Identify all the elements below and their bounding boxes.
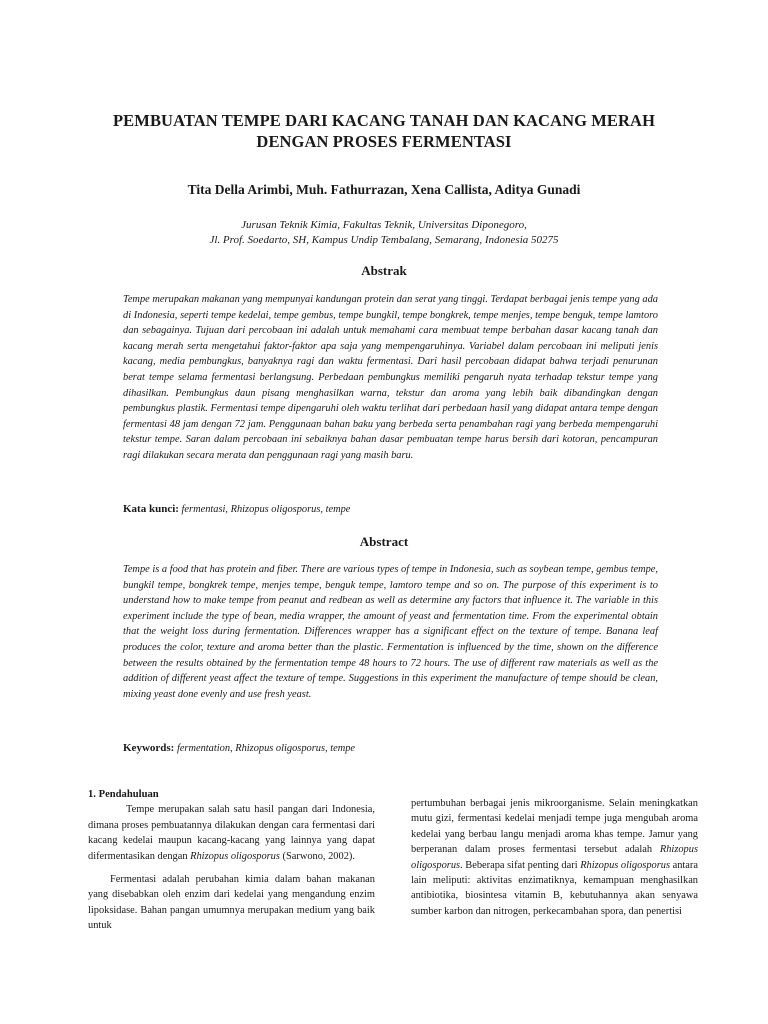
keywords bbox=[123, 742, 658, 754]
species-name: Rhizopus oligosporus bbox=[580, 859, 670, 871]
species-name: Rhizopus oligosporus bbox=[190, 850, 280, 862]
affiliation-line-2: Jl. Prof. Soedarto, SH, Kampus Undip Tembalang, Semarang, Indonesia 50275 bbox=[209, 234, 559, 246]
keywords-value: fermentation, Rhizopus oligosporus, tempe bbox=[176, 743, 356, 754]
section-title: 1. Pendahuluan bbox=[88, 789, 159, 800]
intro-r-text-c: antara lain meliputi: aktivitas enzimatiknya, kemampuan menghasilkan antibiotika, biosintesa vitamin B, kebutuhannya akan senyawa sumber karbon dan nitrogen, perkecambahan spora, dan penertisi bbox=[411, 859, 698, 917]
intro-paragraph-3 bbox=[411, 796, 698, 919]
intro-r-text-b: . Beberapa sifat penting dari bbox=[460, 859, 581, 871]
intro-paragraph-1 bbox=[88, 802, 375, 864]
kata-kunci-label: Kata kunci: bbox=[123, 503, 179, 515]
abstract-body: Tempe is a food that has protein and fiber. There are various types of tempe in Indonesia, such as soybean tempe, gembus tempe, bungkil tempe, bongkrek tempe, menjes tempe, benguk tempe, lamtoro tempe and so on. The purpose of this experiment is to understand how to make tempe from peanut and redbean as well as determine any factors that influence it. The variable in this experiment include the type of bean, media wrapper, the amount of yeast and fermentation time. From the experimental obtain that the weight loss during fermentation. Differences wrapper has a significant effect on the texture of tempe. Banana leaf produces the color, texture and aroma better than the plastic. Fermentation is influenced by the time, shown on the difference between the results obtained by the fermentation tempe 48 hours to 72 hours. The use of different raw materials as well as the addition of different yeast affect the texture of tempe. Suggestions in this experiment the manufacture of tempe should be clean, mixing yeast done evenly and use fresh yeast. bbox=[123, 564, 658, 700]
keywords-label: Keywords: bbox=[123, 742, 175, 754]
affiliation-line-1: Jurusan Teknik Kimia, Fakultas Teknik, Universitas Diponegoro, bbox=[241, 219, 527, 231]
intro-paragraph-2: Fermentasi adalah perubahan kimia dalam bahan makanan yang disebabkan oleh enzim dari kedelai yang mengandung enzim lipoksidase. Bahan pangan umumnya merupakan medium yang baik untuk bbox=[88, 874, 375, 932]
intro-p1-text-a: Tempe merupakan salah satu hasil pangan dari Indonesia, dimana proses pembuatannya dilakukan dengan cara fermentasi dari kacang kedelai maupun kacang-kacang yang lainnya yang dapat difermentasikan dengan bbox=[88, 804, 375, 862]
affiliation bbox=[60, 218, 708, 248]
right-column bbox=[411, 796, 698, 919]
abstrak-body: Tempe merupakan makanan yang mempunyai kandungan protein dan serat yang tinggi. Terdapat berbagai jenis tempe yang ada di Indonesia, seperti tempe kedelai, tempe gembus, tempe bungkil, tempe bongkrek, tempe menjes, tempe benguk, tempe lamtoro dan sebagainya. Tujuan dari percobaan ini adalah untuk memahami cara membuat tempe berbahan dasar kacang tanah dan kacang merah serta mengetahui faktor-faktor apa saja yang mempengaruhinya. Variabel dalam percobaan ini meliputi jenis kacang, media pembungkus, banyaknya ragi dan waktu fermentasi. Dari hasil percobaan didapat bahwa terjadi penurunan berat tempe selama fermentasi berlangsung. Perbedaan pembungkus memiliki pengaruh nyata terhadap tekstur tempe yang dihasilkan. Pembungkus daun pisang menghasilkan warna, tekstur dan aroma yang lebih baik dibandingkan dengan pembungkus plastik. Fermentasi tempe dipengaruhi oleh waktu terlihat dari perbedaan hasil yang didapat antara tempe dengan fermentasi 48 jam dengan 72 jam. Penggunaan bahan baku yang berbeda serta penambahan ragi yang berbeda mempengaruhi tekstur tempe. Saran dalam percobaan ini sebaiknya bahan dasar pembuatan tempe harus bersih dari kotoran, pencampuran ragi dilakukan secara merata dan penggunaan ragi yang masih baru. bbox=[123, 294, 658, 461]
kata-kunci bbox=[123, 503, 658, 515]
intro-p1-text-b: (Sarwono, 2002). bbox=[279, 850, 355, 862]
paper-title: PEMBUATAN TEMPE DARI KACANG TANAH DAN KACANG MERAH DENGAN PROSES FERMENTASI bbox=[112, 111, 655, 151]
abstract-heading: Abstract bbox=[359, 534, 409, 549]
species-name: Rhizopus oligosporus bbox=[411, 844, 698, 871]
abstrak-heading: Abstrak bbox=[361, 263, 407, 278]
kata-kunci-value: fermentasi, Rhizopus oligosporus, tempe bbox=[181, 504, 351, 515]
intro-r-text-a: pertumbuhan berbagai jenis mikroorganisme. Selain meningkatkan mutu gizi, fermentasi kedelai menjadi tempe juga mengubah aroma kedelai yang berbau langu menjadi aroma khas tempe. Jamur yang berperanan dalam proses fermentasi tersebut adalah bbox=[411, 798, 698, 856]
left-column bbox=[88, 787, 375, 934]
author-list: Tita Della Arimbi, Muh. Fathurrazan, Xena Callista, Aditya Gunadi bbox=[187, 182, 581, 197]
